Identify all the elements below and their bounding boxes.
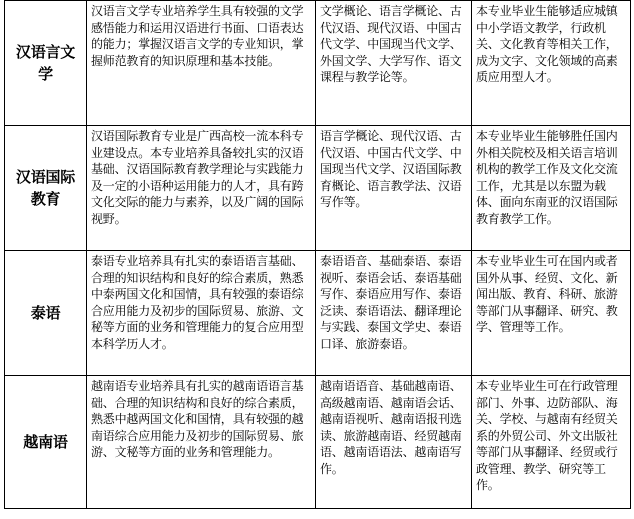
career-direction-cell: 本专业毕业生能够胜任国内外相关院校及相关语言培训机构的教学工作及文化交流工作，尤其是以东盟为载体、面向东南亚的汉语国际教育教学工作。: [472, 126, 631, 251]
training-objective-cell: 越南语专业培养具有扎实的越南语语言基础、合理的知识结构和良好的综合素质，熟悉中越两国文化和国情，具有较强的越南语综合应用能力及初步的国际贸易、旅游、文秘等方面的业务和管理能力。: [87, 376, 316, 509]
core-courses-cell: 越南语语音、基础越南语、高级越南语、越南语会话、越南语视听、越南语报刊选读、旅游越南语、经贸越南语、越南语语法、越南语写作。: [316, 376, 472, 509]
core-courses-cell: 泰语语音、基础泰语、泰语视听、泰语会话、泰语基础写作、泰语应用写作、泰语泛读、泰语语法、翻译理论与实践、泰国文学史、泰语口译、旅游泰语。: [316, 251, 472, 376]
major-name-cell: 越南语: [5, 376, 87, 509]
training-objective-cell: 汉语国际教育专业是广西高校一流本科专业建设点。本专业培养具备较扎实的汉语基础、汉语国际教育教学理论与实践能力及一定的小语种运用能力的人才，具有跨文化交际的能力与素养，以及广阔的国际视野。: [87, 126, 316, 251]
major-name-cell: 汉语国际教育: [5, 126, 87, 251]
training-objective-cell: 泰语专业培养具有扎实的泰语语言基础、合理的知识结构和良好的综合素质，熟悉中泰两国文化和国情，具有较强的泰语综合应用能力及初步的国际贸易、旅游、文秘等方面的业务和管理能力的复合应用型本科学历人才。: [87, 251, 316, 376]
core-courses-cell: 文学概论、语言学概论、古代汉语、现代汉语、中国古代文学、中国现当代文学、外国文学、大学写作、语文课程与教学论等。: [316, 1, 472, 126]
major-name-cell: 泰语: [5, 251, 87, 376]
training-objective-cell: 汉语言文学专业培养学生具有较强的文学感悟能力和运用汉语进行书面、口语表达的能力；掌握汉语言文学的专业知识，掌握师范教育的知识原理和基本技能。: [87, 1, 316, 126]
career-direction-cell: 本专业毕业生可在行政管理部门、外事、边防部队、海关、学校、与越南有经贸关系的外贸公司、外文出版社等部门从事翻译、经贸或行政管理、教学、研究等工作。: [472, 376, 631, 509]
core-courses-cell: 语言学概论、现代汉语、古代汉语、中国古代文学、中国现当代文学、汉语国际教育概论、语言教学法、汉语写作等。: [316, 126, 472, 251]
majors-table: [4, 0, 631, 509]
major-name-cell: 汉语言文学: [5, 1, 87, 126]
career-direction-cell: 本专业毕业生能够适应城镇中小学语文教学，行政机关、文化教育等相关工作，成为文字、文化领域的高素质应用型人才。: [472, 1, 631, 126]
career-direction-cell: 本专业毕业生可在国内或者国外从事、经贸、文化、新闻出版、教育、科研、旅游等部门从事翻译、研究、教学、管理等工作。: [472, 251, 631, 376]
table-row: [5, 376, 631, 509]
table-row: [5, 1, 631, 126]
table-row: [5, 251, 631, 376]
table-row: [5, 126, 631, 251]
